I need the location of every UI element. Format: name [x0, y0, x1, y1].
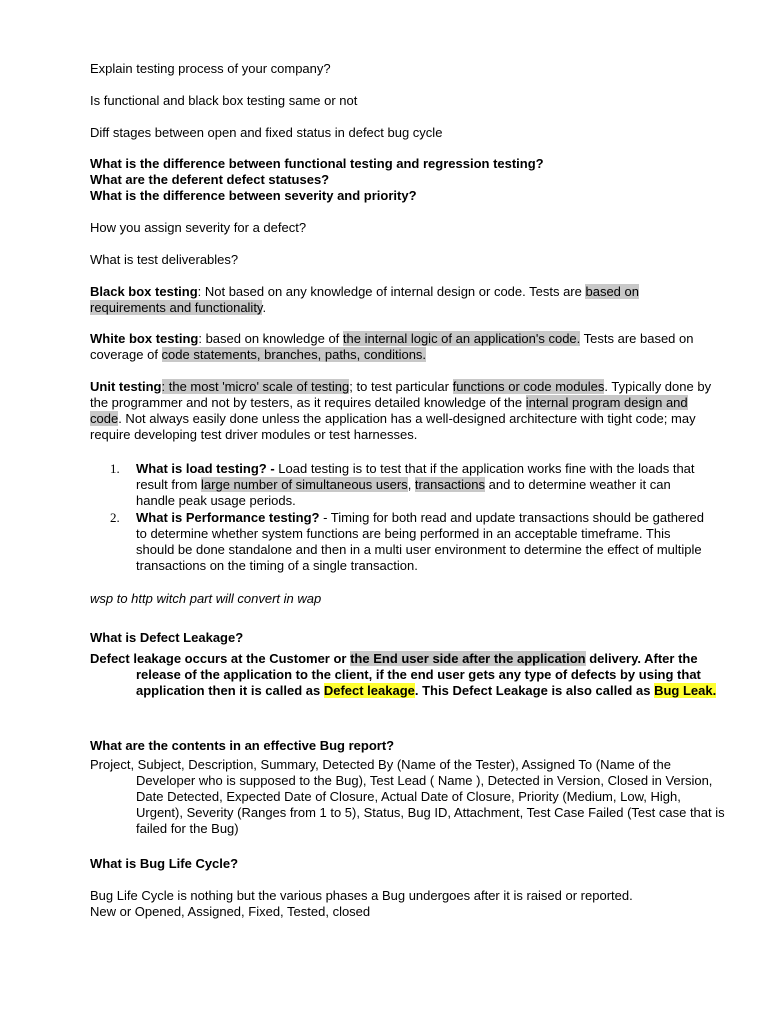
highlight: based on requirements and functionality: [90, 284, 639, 315]
bug-report-body: Project, Subject, Description, Summary, Detected By (Name of the Tester), Assigned To (Name of the Developer who is supposed to the Bug), Test Lead ( Name ), Detected in Version, Closed in Version, Date Detected, Expected Date of Closure, Actual Date of Closure, Priority (Medium, Low, High, Urgent), Severity (Ranges from 1 to 5), Status, Bug ID, Attachment, Test Case Failed (Test case that is failed for the Bug): [90, 757, 725, 836]
bold-question: What are the deferent defect statuses?: [90, 172, 330, 187]
white-box-definition: White box testing: based on knowledge of the internal logic of an application's code. Tests are based on coverage of code statements, branches, paths, conditions.: [90, 331, 694, 362]
defect-leakage-body: Defect leakage occurs at the Customer or the End user side after the application delivery. After the release of the application to the client, if the end user gets any type of defects by using that application then it is called as Defect leakage. This Defect Leakage is also called as Bug Leak.: [90, 651, 717, 698]
highlight: functions or code modules: [452, 379, 605, 394]
list-number: 2.: [110, 510, 120, 525]
highlight: the internal logic of an application's code.: [342, 331, 581, 346]
bold-question: What is the difference between functional testing and regression testing?: [90, 156, 544, 171]
bold-question: What is the difference between severity and priority?: [90, 188, 417, 203]
highlight: code statements, branches, paths, conditions.: [161, 347, 427, 362]
unit-testing-definition: Unit testing: the most 'micro' scale of testing; to test particular functions or code modules. Typically done by the programmer and not by testers, as it requires detailed knowledge of the internal program design and code. Not always easily done unless the application has a well-designed architecture with tight code; may require developing test driver modules or test harnesses.: [90, 379, 712, 442]
list-number: 1.: [110, 461, 120, 476]
document-page: Explain testing process of your company? Is functional and black box testing same or not Diff stages between open and fixed status in defect bug cycle What is the difference between functional testing and regression testing? What are the deferent defect statuses? What is the difference between severity and priority? How you assign severity for a defect? What is test deliverables? Black box testing: Not based on any knowledge of internal design or code. Tests are based on requirements and functionality. White box testing: based on knowledge of the internal logic of an application's code. Tests are based on coverage of code statements, branches, paths, conditions. Unit testing: the most 'micro' scale of testing; to test particular functions or code modules. Typically done by the programmer and not by testers, as it requires detailed knowledge of the internal program design and code. Not always easily done unless the application has a well-designed architecture with tight code; may require developing test driver modules or test harnesses. 1. What is load testing? - Load testing is to test that if the application works fine with the loads that result from large number of simultaneous users, transactions and to determine weather it can handle peak usage periods. 2. What is Performance testing? - Timing for both read and update transactions should be gathered to determine whether system functions are being performed in an acceptable timeframe. This should be done standalone and then in a multi user environment to determine the effect of multiple transactions on the timing of a single transaction. wsp to http witch part will convert in wap What is Defect Leakage? Defect leakage occurs at the Customer or the End user side after the application delivery. After the release of the application to the client, if the end user gets any type of defects by using that application then it is called as Defect leakage. This Defect Leakage is also called as Bug Leak. What are the contents in an effective Bug report? Project, Subject, Description, Summary, Detected By (Name of the Tester), Assigned To (Name of the Developer who is supposed to the Bug), Test Lead ( Name ), Detected in Version, Closed in Version, Date Detected, Expected Date of Closure, Actual Date of Closure, Priority (Medium, Low, High, Urgent), Severity (Ranges from 1 to 5), Status, Bug ID, Attachment, Test Case Failed (Test case that is failed for the Bug) What is Bug Life Cycle? Bug Life Cycle is nothing but the various phases a Bug undergoes after it is raised or reported. New or Opened, Assigned, Fixed, Tested, closed: [0, 0, 768, 1024]
highlight-yellow: Defect leakage: [323, 683, 415, 698]
highlight: large number of simultaneous users: [201, 477, 408, 492]
wsp-note: wsp to http witch part will convert in wap: [90, 591, 322, 606]
bold-questions: [90, 156, 708, 204]
heading-bug-life-cycle: What is Bug Life Cycle?: [90, 856, 239, 871]
highlight: transactions: [414, 477, 486, 492]
question-functional-blackbox: Is functional and black box testing same or not: [90, 93, 358, 108]
highlight: internal program design and code: [90, 395, 688, 426]
heading-defect-leakage: What is Defect Leakage?: [90, 630, 244, 645]
question-severity: How you assign severity for a defect?: [90, 220, 307, 235]
highlight: : the most 'micro' scale of testing: [161, 379, 350, 394]
black-box-definition: Black box testing: Not based on any knowledge of internal design or code. Tests are based on requirements and functionality.: [90, 284, 639, 315]
question-deliverables: What is test deliverables?: [90, 252, 239, 267]
question-testing-process: Explain testing process of your company?: [90, 61, 331, 76]
heading-bug-report: What are the contents in an effective Bug report?: [90, 738, 395, 753]
term-unit-testing: Unit testing: [90, 379, 162, 394]
term-white-box: White box testing: [90, 331, 199, 346]
bug-life-cycle-body: Bug Life Cycle is nothing but the various phases a Bug undergoes after it is raised or reported. New or Opened, Assigned, Fixed, Tested, closed: [90, 888, 633, 919]
term-black-box: Black box testing: [90, 284, 198, 299]
highlight-yellow: Bug Leak.: [654, 683, 717, 698]
question-defect-stages: Diff stages between open and fixed status in defect bug cycle: [90, 125, 443, 140]
highlight: the End user side after the application: [350, 651, 586, 666]
